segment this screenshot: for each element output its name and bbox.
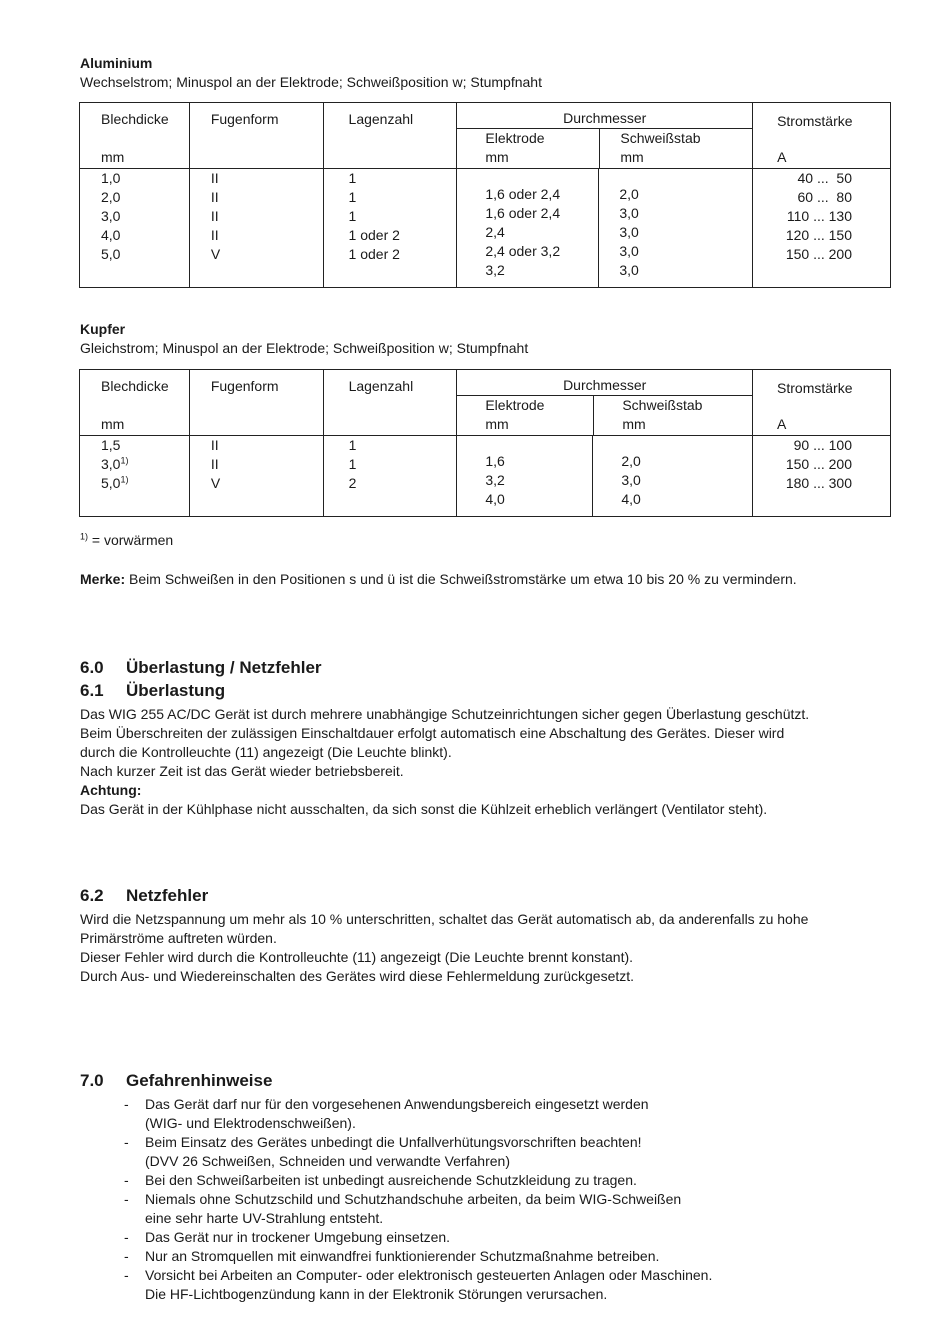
section-7-0-heading bbox=[80, 1071, 272, 1090]
achtung-label: Achtung: bbox=[80, 782, 142, 798]
cell-schweissstab: 2,0 bbox=[619, 186, 639, 202]
header-elektrode-unit: mm bbox=[485, 416, 509, 432]
cell-elektrode: 1,6 oder 2,4 bbox=[485, 205, 561, 221]
kupfer-subtitle: Gleichstrom; Minuspol an der Elektrode; Schweißposition w; Stumpfnaht bbox=[80, 340, 529, 356]
table-header-row bbox=[80, 370, 891, 436]
cell-lagenzahl: 1 bbox=[348, 456, 357, 472]
footnote bbox=[80, 531, 900, 550]
cell-schweissstab: 4,0 bbox=[621, 491, 641, 507]
cell-strom: 120 ... 150 bbox=[785, 227, 852, 243]
header-lagenzahl: Lagenzahl bbox=[348, 378, 414, 394]
header-blechdicke-unit: mm bbox=[101, 416, 125, 432]
kupfer-heading bbox=[80, 320, 900, 358]
section-title: Netzfehler bbox=[126, 886, 209, 905]
section-number: 6.2 bbox=[80, 886, 104, 905]
col-stromstaerke bbox=[753, 436, 891, 517]
cell-blechdicke: 1,0 bbox=[101, 170, 121, 186]
header-stromstaerke-unit: A bbox=[777, 149, 787, 165]
header-fugenform: Fugenform bbox=[210, 378, 279, 394]
paragraph-line: Dieser Fehler wird durch die Kontrolleuchte (11) angezeigt (Die Leuchte brennt konstant). bbox=[80, 949, 634, 965]
paragraph-line: durch die Kontrolleuchte (11) angezeigt (Die Leuchte blinkt). bbox=[80, 744, 452, 760]
col-durchmesser bbox=[457, 436, 753, 517]
kupfer-table bbox=[79, 369, 891, 517]
header-durchmesser: Durchmesser bbox=[457, 108, 752, 129]
col-stromstaerke bbox=[753, 169, 891, 288]
header-elektrode-unit: mm bbox=[485, 149, 509, 165]
table-body-row bbox=[80, 169, 891, 288]
aluminium-title: Aluminium bbox=[80, 55, 153, 71]
list-item: - Niemals ohne Schutzschild und Schutzhandschuhe arbeiten, da beim WIG-Schweißen eine sehr harte UV-Strahlung entsteht. bbox=[124, 1190, 884, 1228]
footnote-marker: 1) bbox=[80, 531, 89, 542]
cell-elektrode: 3,2 bbox=[485, 262, 505, 278]
list-item: - Vorsicht bei Arbeiten an Computer- oder elektronisch gesteuerten Anlagen oder Maschinen. Die HF-Lichtbogenzündung kann in der Elektronik Störungen verursachen. bbox=[124, 1266, 884, 1304]
table-header-row bbox=[80, 103, 891, 169]
list-item: - Bei den Schweißarbeiten ist unbedingt ausreichende Schutzkleidung zu tragen. bbox=[124, 1171, 884, 1190]
cell-fugenform: II bbox=[210, 208, 219, 224]
paragraph-line: Primärströme auftreten würden. bbox=[80, 930, 277, 946]
cell-schweissstab: 3,0 bbox=[619, 224, 639, 240]
cell-schweissstab: 3,0 bbox=[619, 262, 639, 278]
cell-fugenform: V bbox=[210, 246, 221, 262]
header-elektrode: Elektrode bbox=[485, 397, 545, 413]
header-blechdicke-unit: mm bbox=[101, 149, 125, 165]
cell-fugenform: V bbox=[210, 475, 221, 491]
cell-blechdicke: 3,0 bbox=[101, 208, 121, 224]
header-stromstaerke: Stromstärke bbox=[777, 113, 853, 129]
cell-schweissstab: 2,0 bbox=[621, 453, 641, 469]
cell-lagenzahl: 1 bbox=[348, 208, 357, 224]
cell-fugenform: II bbox=[210, 437, 219, 453]
list-item: - Beim Einsatz des Gerätes unbedingt die Unfallverhütungsvorschriften beachten! (DVV 26 Schweißen, Schneiden und verwandte Verfahren) bbox=[124, 1133, 884, 1171]
header-blechdicke: Blechdicke bbox=[101, 111, 169, 127]
cell-fugenform: II bbox=[210, 189, 219, 205]
header-schweissstab-unit: mm bbox=[620, 149, 644, 165]
hazard-list bbox=[124, 1095, 884, 1304]
cell-schweissstab: 3,0 bbox=[621, 472, 641, 488]
header-schweissstab: Schweißstab bbox=[620, 130, 701, 146]
cell-blechdicke: 5,0$^{1)}$ bbox=[101, 474, 129, 491]
cell-fugenform: II bbox=[210, 227, 219, 243]
cell-elektrode: 2,4 oder 3,2 bbox=[485, 243, 561, 259]
header-lagenzahl: Lagenzahl bbox=[348, 111, 414, 127]
cell-schweissstab: 3,0 bbox=[619, 205, 639, 221]
list-item: - Nur an Stromquellen mit einwandfrei funktionierender Schutzmaßnahme betreiben. bbox=[124, 1247, 884, 1266]
header-fugenform: Fugenform bbox=[210, 111, 279, 127]
cell-elektrode: 2,4 bbox=[485, 224, 505, 240]
section-number: 6.1 bbox=[80, 681, 104, 700]
aluminium-subtitle: Wechselstrom; Minuspol an der Elektrode; Schweißposition w; Stumpfnaht bbox=[80, 74, 542, 90]
cell-strom: 40 ... 50 bbox=[797, 170, 852, 186]
header-durchmesser: Durchmesser bbox=[457, 375, 752, 396]
cell-schweissstab: 3,0 bbox=[619, 243, 639, 259]
section-number: 6.0 bbox=[80, 658, 104, 677]
section-title: Überlastung / Netzfehler bbox=[126, 658, 322, 677]
header-schweissstab: Schweißstab bbox=[622, 397, 703, 413]
cell-elektrode: 4,0 bbox=[485, 491, 505, 507]
footnote-text: = vorwärmen bbox=[88, 532, 174, 548]
cell-blechdicke: 1,5 bbox=[101, 437, 121, 453]
merke-text: Beim Schweißen in den Positionen s und ü ist die Schweißstromstärke um etwa 10 bis 20 % zu vermindern. bbox=[125, 571, 797, 587]
merke-note bbox=[80, 570, 910, 589]
cell-blechdicke: 3,0$^{1)}$ bbox=[101, 455, 129, 472]
section-6-0-heading bbox=[80, 658, 322, 677]
cell-elektrode: 1,6 bbox=[485, 453, 505, 469]
header-stromstaerke-unit: A bbox=[777, 416, 787, 432]
col-fugenform bbox=[189, 169, 323, 288]
header-elektrode: Elektrode bbox=[485, 130, 545, 146]
col-lagenzahl bbox=[323, 169, 457, 288]
footnote-marker: 1) bbox=[120, 455, 129, 466]
merke-label: Merke: bbox=[80, 571, 126, 587]
list-item: - Das Gerät darf nur für den vorgesehenen Anwendungsbereich eingesetzt werden (WIG- und Elektrodenschweißen). bbox=[124, 1095, 884, 1133]
col-lagenzahl bbox=[323, 436, 457, 517]
cell-strom: 60 ... 80 bbox=[797, 189, 852, 205]
col-fugenform bbox=[189, 436, 323, 517]
aluminium-table bbox=[79, 102, 891, 288]
col-blechdicke bbox=[80, 436, 190, 517]
cell-fugenform: II bbox=[210, 170, 219, 186]
section-title: Gefahrenhinweise bbox=[126, 1071, 273, 1090]
cell-elektrode: 3,2 bbox=[485, 472, 505, 488]
cell-strom: 110 ... 130 bbox=[786, 208, 852, 224]
section-6-1-heading bbox=[80, 681, 225, 700]
cell-strom: 180 ... 300 bbox=[785, 475, 852, 491]
header-blechdicke: Blechdicke bbox=[101, 378, 169, 394]
table-body-row bbox=[80, 436, 891, 517]
cell-lagenzahl: 1 bbox=[348, 170, 357, 186]
paragraph-line: Durch Aus- und Wiedereinschalten des Gerätes wird diese Fehlermeldung zurückgesetzt. bbox=[80, 968, 635, 984]
cell-lagenzahl: 1 oder 2 bbox=[348, 227, 400, 243]
paragraph-line: Beim Überschreiten der zulässigen Einschaltdauer erfolgt automatisch eine Abschaltung des Gerätes. Dieser wird bbox=[80, 725, 785, 741]
header-stromstaerke: Stromstärke bbox=[777, 380, 853, 396]
kupfer-title: Kupfer bbox=[80, 321, 126, 337]
section-6-1-body bbox=[80, 705, 910, 819]
paragraph-line: Das WIG 255 AC/DC Gerät ist durch mehrere unabhängige Schutzeinrichtungen sicher gegen Überlastung geschützt. bbox=[80, 706, 810, 722]
cell-lagenzahl: 1 bbox=[348, 189, 357, 205]
cell-lagenzahl: 1 oder 2 bbox=[348, 246, 400, 262]
col-durchmesser bbox=[457, 169, 753, 288]
cell-elektrode: 1,6 oder 2,4 bbox=[485, 186, 561, 202]
cell-lagenzahl: 2 bbox=[348, 475, 357, 491]
cell-fugenform: II bbox=[210, 456, 219, 472]
section-title: Überlastung bbox=[126, 681, 226, 700]
list-item: - Das Gerät nur in trockener Umgebung einsetzen. bbox=[124, 1228, 884, 1247]
cell-lagenzahl: 1 bbox=[348, 437, 357, 453]
achtung-text: Das Gerät in der Kühlphase nicht ausschalten, da sich sonst die Kühlzeit erheblich verlängert (Ventilator steht). bbox=[80, 801, 768, 817]
header-schweissstab-unit: mm bbox=[622, 416, 646, 432]
section-6-2-heading bbox=[80, 886, 208, 905]
col-blechdicke bbox=[80, 169, 190, 288]
cell-blechdicke: 4,0 bbox=[101, 227, 121, 243]
section-number: 7.0 bbox=[80, 1071, 104, 1090]
section-6-2-body bbox=[80, 910, 910, 986]
cell-strom: 150 ... 200 bbox=[785, 456, 852, 472]
aluminium-heading bbox=[80, 54, 900, 92]
paragraph-line: Wird die Netzspannung um mehr als 10 % unterschritten, schaltet das Gerät automatisch ab, da anderenfalls zu hohe bbox=[80, 911, 809, 927]
cell-strom: 150 ... 200 bbox=[785, 246, 852, 262]
cell-blechdicke: 5,0 bbox=[101, 246, 121, 262]
paragraph-line: Nach kurzer Zeit ist das Gerät wieder betriebsbereit. bbox=[80, 763, 404, 779]
cell-blechdicke: 2,0 bbox=[101, 189, 121, 205]
cell-strom: 90 ... 100 bbox=[793, 437, 852, 453]
footnote-marker: 1) bbox=[120, 474, 129, 485]
